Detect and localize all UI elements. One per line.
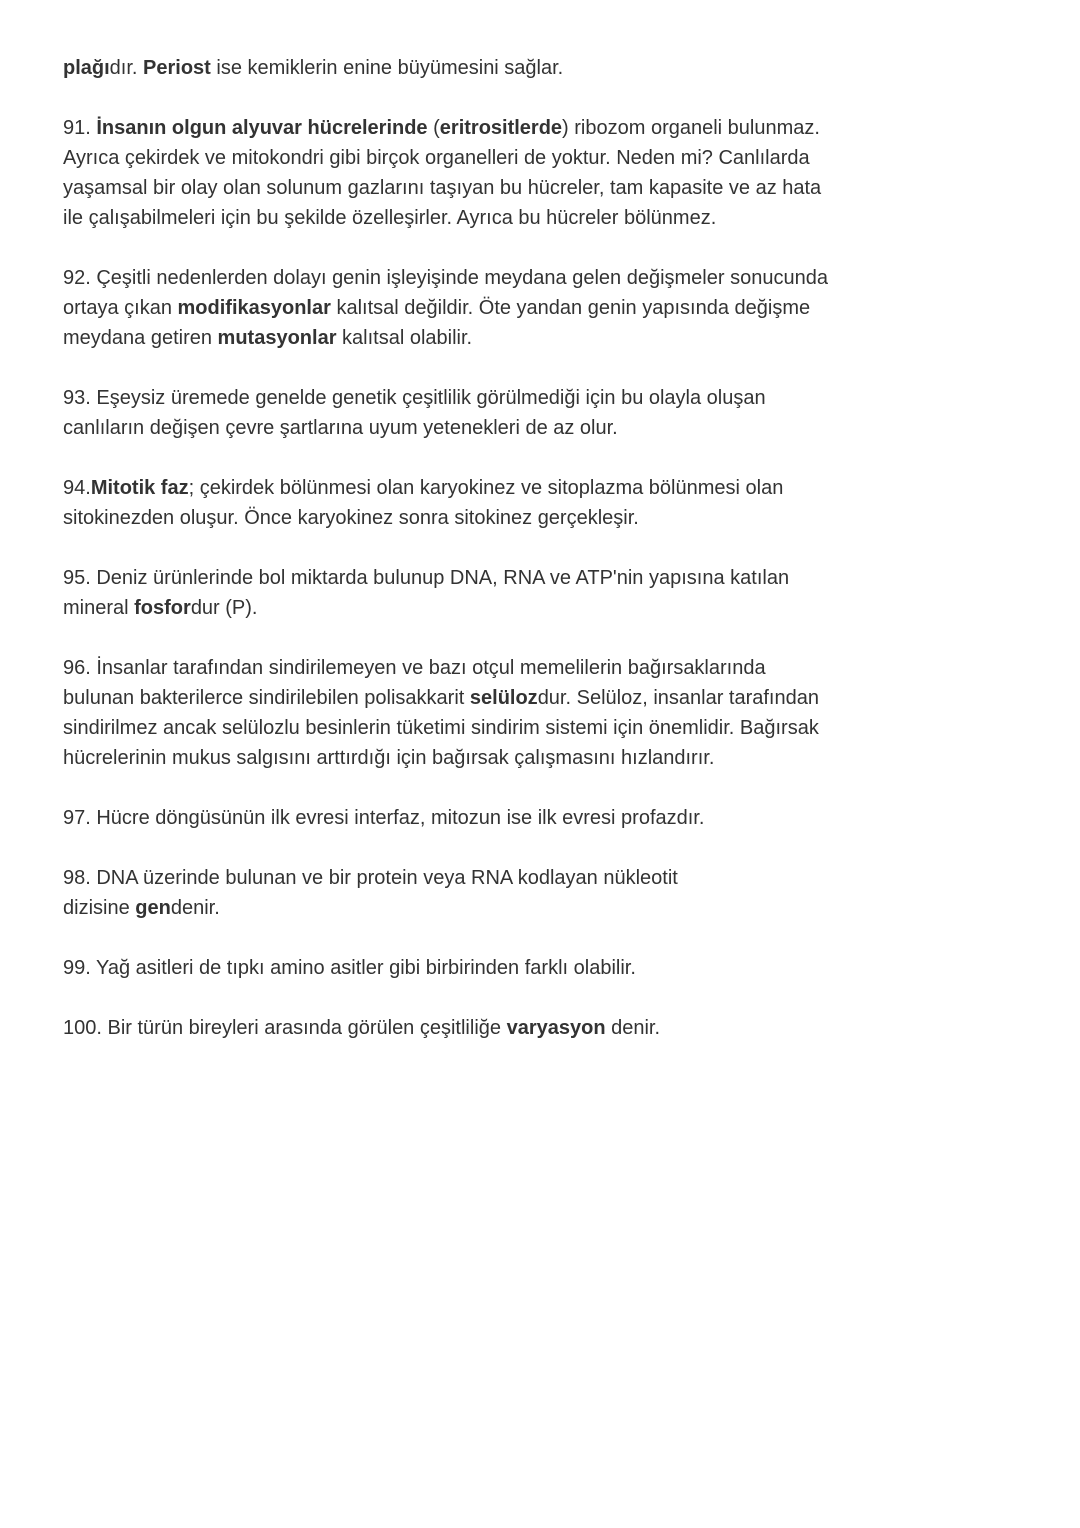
text-segment: 98. DNA üzerinde bulunan ve bir protein veya RNA kodlayan nükleotit <box>63 867 678 889</box>
text-segment: 99. Yağ asitleri de tıpkı amino asitler gibi birbirinden farklı olabilir. <box>63 957 636 979</box>
bold-term: Periost <box>143 57 211 79</box>
bold-term: eritrositlerde <box>439 117 563 139</box>
text-segment: 100. Bir türün bireyleri arasında görülen çeşitliliğe <box>63 1017 507 1039</box>
text-line <box>63 53 963 83</box>
text-segment: 93. Eşeysiz üremede genelde genetik çeşitlilik görülmediği için bu olayla oluşan <box>63 387 766 409</box>
text-line <box>63 863 963 893</box>
text-line <box>63 1013 963 1043</box>
text-segment: meydana getiren <box>63 327 218 349</box>
text-segment: denir. <box>605 1017 661 1039</box>
text-segment: 96. İnsanlar tarafından sindirilemeyen ve bazı otçul memelilerin bağırsaklarında <box>63 657 766 679</box>
text-segment: sitokinezden oluşur. Önce karyokinez sonra sitokinez gerçekleşir. <box>63 507 639 529</box>
text-segment: dır. <box>109 57 144 79</box>
text-line <box>63 803 963 833</box>
text-segment: dur (P). <box>190 597 258 619</box>
text-segment: kalıtsal değildir. Öte yandan genin yapısında değişme <box>330 297 811 319</box>
bold-term: fosfor <box>134 597 191 619</box>
text-segment: ise kemiklerin enine büyümesini sağlar. <box>210 57 564 79</box>
text-line <box>63 383 963 413</box>
document-body <box>63 53 963 1073</box>
text-line <box>63 953 963 983</box>
bold-term: varyasyon <box>506 1017 606 1039</box>
text-line <box>63 203 963 233</box>
text-segment: ; çekirdek bölünmesi olan karyokinez ve sitoplazma bölünmesi olan <box>188 477 784 499</box>
bold-term: selüloz <box>469 687 538 709</box>
text-segment: kalıtsal olabilir. <box>336 327 473 349</box>
text-segment: sindirilmez ancak selülozlu besinlerin tüketimi sindirim sistemi için önemlidir. Bağırsak <box>63 717 819 739</box>
bold-term: plağı <box>63 57 110 79</box>
text-line <box>63 563 963 593</box>
text-line <box>63 263 963 293</box>
text-segment: mineral <box>63 597 135 619</box>
paragraph <box>63 863 963 923</box>
text-segment: ortaya çıkan <box>63 297 178 319</box>
text-line <box>63 173 963 203</box>
text-line <box>63 323 963 353</box>
text-segment: Ayrıca çekirdek ve mitokondri gibi birçok organelleri de yoktur. Neden mi? Canlılarda <box>63 147 810 169</box>
text-line <box>63 143 963 173</box>
text-line <box>63 593 963 623</box>
text-line <box>63 683 963 713</box>
text-segment: denir. <box>170 897 220 919</box>
bold-term: mutasyonlar <box>217 327 337 349</box>
text-line <box>63 743 963 773</box>
text-segment: hücrelerinin mukus salgısını arttırdığı için bağırsak çalışmasını hızlandırır. <box>63 747 715 769</box>
paragraph <box>63 53 963 83</box>
bold-term: İnsanın olgun alyuvar hücrelerinde <box>96 117 428 139</box>
text-segment: 91. <box>63 117 97 139</box>
text-segment: ile çalışabilmeleri için bu şekilde özelleşirler. Ayrıca bu hücreler bölünmez. <box>63 207 717 229</box>
text-line <box>63 113 963 143</box>
text-segment: 97. Hücre döngüsünün ilk evresi interfaz, mitozun ise ilk evresi profazdır. <box>63 807 705 829</box>
text-line <box>63 413 963 443</box>
text-segment: yaşamsal bir olay olan solunum gazlarını taşıyan bu hücreler, tam kapasite ve az hata <box>63 177 822 199</box>
text-segment: 95. Deniz ürünlerinde bol miktarda bulunup DNA, RNA ve ATP'nin yapısına katılan <box>63 567 790 589</box>
paragraph <box>63 113 963 233</box>
text-segment: dizisine <box>63 897 136 919</box>
paragraph <box>63 563 963 623</box>
text-segment: 94. <box>63 477 91 499</box>
text-segment: ) ribozom organeli bulunmaz. <box>562 117 820 139</box>
bold-term: modifikasyonlar <box>177 297 331 319</box>
text-line <box>63 713 963 743</box>
bold-term: Mitotik faz <box>90 477 189 499</box>
paragraph <box>63 1013 963 1043</box>
bold-term: gen <box>135 897 171 919</box>
paragraph <box>63 803 963 833</box>
paragraph <box>63 383 963 443</box>
text-segment: dur. Selüloz, insanlar tarafından <box>537 687 819 709</box>
text-segment: 92. Çeşitli nedenlerden dolayı genin işleyişinde meydana gelen değişmeler sonucunda <box>63 267 828 289</box>
text-line <box>63 293 963 323</box>
text-segment: canlıların değişen çevre şartlarına uyum yetenekleri de az olur. <box>63 417 618 439</box>
text-line <box>63 893 963 923</box>
paragraph <box>63 953 963 983</box>
paragraph <box>63 473 963 533</box>
text-segment: ( <box>427 117 440 139</box>
paragraph <box>63 653 963 773</box>
text-line <box>63 503 963 533</box>
paragraph <box>63 263 963 353</box>
text-line <box>63 653 963 683</box>
text-segment: bulunan bakterilerce sindirilebilen polisakkarit <box>63 687 470 709</box>
text-line <box>63 473 963 503</box>
